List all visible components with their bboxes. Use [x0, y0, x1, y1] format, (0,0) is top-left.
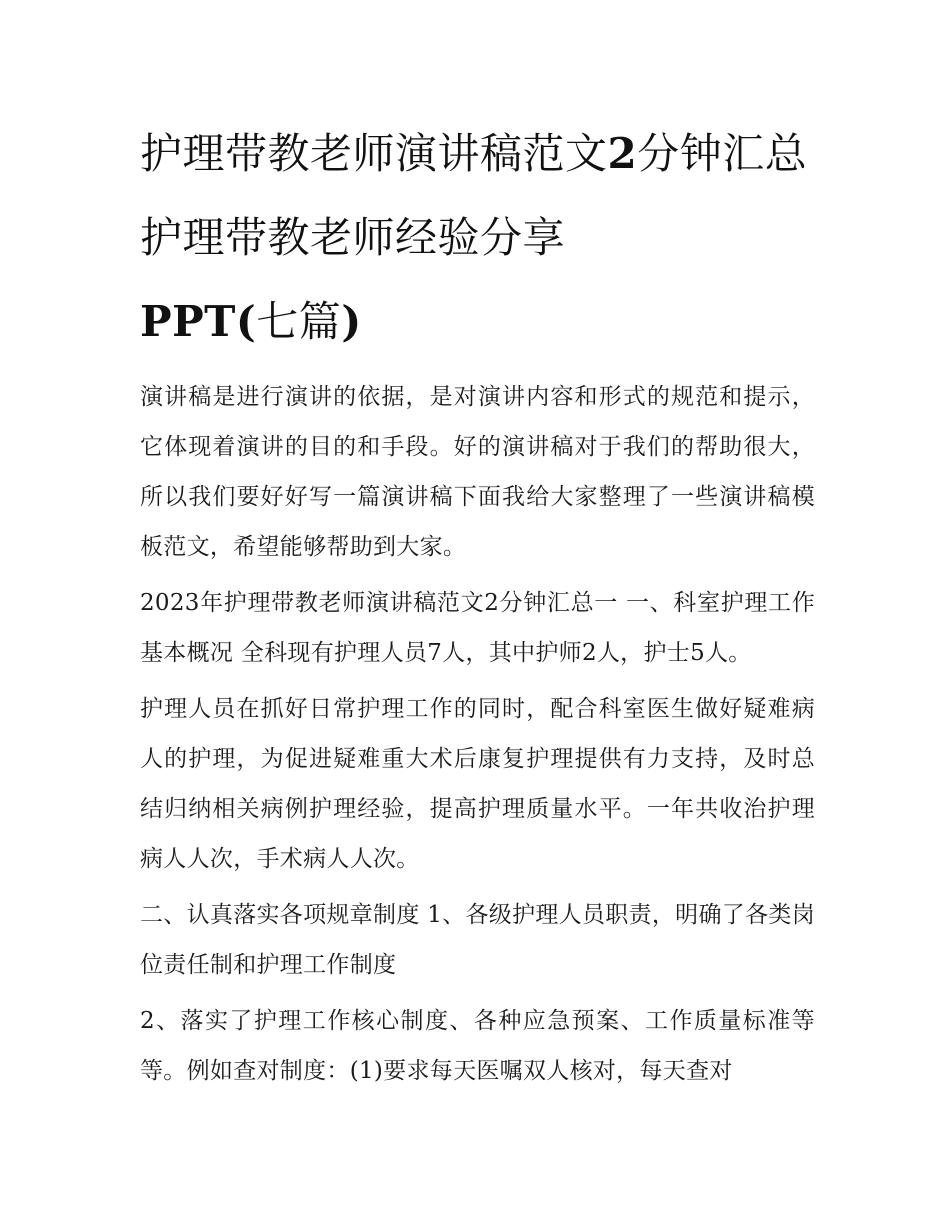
document-title [140, 112, 815, 364]
title-ppt: PPT( [140, 297, 257, 346]
title-number: 2 [607, 129, 638, 178]
paragraph-intro: 演讲稿是进行演讲的依据，是对演讲内容和形式的规范和提示，它体现着演讲的目的和手段。好的演讲稿对于我们的帮助很大，所以我们要好好写一篇演讲稿下面我给大家整理了一些演讲稿模板范文，希望能够帮助到大家。 [140, 384, 815, 560]
paragraph-nursing-work: 护理人员在抓好日常护理工作的同时，配合科室医生做好疑难病人的护理，为促进疑难重大术后康复护理提供有力支持，及时总结归纳相关病例护理经验，提高护理质量水平。一年共收治护理病人人次，手术病人人次。 [140, 696, 815, 872]
title-close-paren: ) [341, 297, 362, 346]
paragraph-overview: 2023年护理带教老师演讲稿范文2分钟汇总一 一、科室护理工作基本概况 全科现有护理人员7人，其中护师2人，护士5人。 [140, 590, 815, 666]
title-text-1: 护理带教老师演讲稿范文 [140, 129, 608, 178]
title-text-3: 七篇 [256, 297, 342, 346]
document-content [140, 112, 815, 1102]
paragraph-regulations: 二、认真落实各项规章制度 1、各级护理人员职责，明确了各类岗位责任制和护理工作制度 [140, 902, 815, 978]
title-text-2: 分钟汇总 护理带教老师经验分享 [140, 129, 808, 262]
paragraph-core-system: 2、落实了护理工作核心制度、各种应急预案、工作质量标准等等。例如查对制度：(1)要求每天医嘱双人核对，每天查对 [140, 1008, 815, 1084]
